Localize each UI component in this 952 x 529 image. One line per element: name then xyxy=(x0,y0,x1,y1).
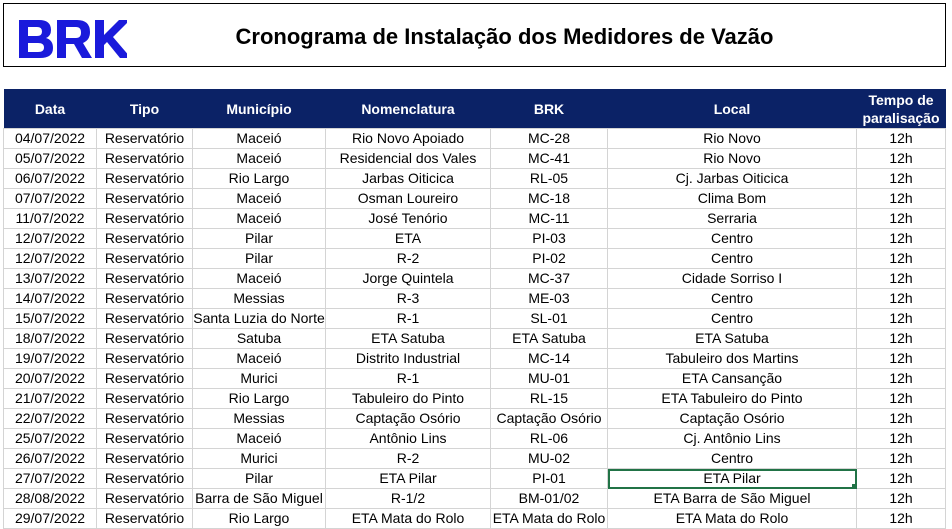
table-row xyxy=(4,489,946,509)
cell-municipio[interactable]: Maceió xyxy=(193,429,326,449)
cell-nomenclatura[interactable]: ETA Satuba xyxy=(326,329,491,349)
cell-local[interactable]: Clima Bom xyxy=(608,189,857,209)
cell-tipo[interactable]: Reservatório xyxy=(97,369,193,389)
cell-data[interactable]: 19/07/2022 xyxy=(4,349,97,369)
cell-municipio[interactable]: Pilar xyxy=(193,229,326,249)
schedule-table xyxy=(3,89,946,529)
cell-municipio[interactable]: Pilar xyxy=(193,469,326,489)
cell-nomenclatura[interactable]: ETA Mata do Rolo xyxy=(326,509,491,529)
cell-tipo[interactable]: Reservatório xyxy=(97,249,193,269)
table-row xyxy=(4,449,946,469)
table-row xyxy=(4,309,946,329)
table-row xyxy=(4,169,946,189)
cell-nomenclatura[interactable]: R-3 xyxy=(326,289,491,309)
cell-brk[interactable]: Captação Osório xyxy=(491,409,608,429)
cell-tipo[interactable]: Reservatório xyxy=(97,429,193,449)
column-header-data[interactable]: Data xyxy=(4,89,97,129)
cell-tempo[interactable]: 12h xyxy=(857,409,946,429)
cell-municipio[interactable]: Maceió xyxy=(193,149,326,169)
cell-local[interactable]: Rio Novo xyxy=(608,129,857,149)
cell-brk[interactable]: BM-01/02 xyxy=(491,489,608,509)
table-body xyxy=(4,129,946,529)
cell-data[interactable]: 26/07/2022 xyxy=(4,449,97,469)
cell-tipo[interactable]: Reservatório xyxy=(97,489,193,509)
cell-tempo[interactable]: 12h xyxy=(857,509,946,529)
table-row xyxy=(4,349,946,369)
table-row xyxy=(4,269,946,289)
cell-data[interactable]: 28/08/2022 xyxy=(4,489,97,509)
cell-tempo[interactable]: 12h xyxy=(857,229,946,249)
cell-tipo[interactable]: Reservatório xyxy=(97,149,193,169)
column-header-municipio[interactable]: Município xyxy=(193,89,326,129)
cell-data[interactable]: 15/07/2022 xyxy=(4,309,97,329)
cell-tempo[interactable]: 12h xyxy=(857,489,946,509)
cell-municipio[interactable]: Rio Largo xyxy=(193,169,326,189)
cell-data[interactable]: 11/07/2022 xyxy=(4,209,97,229)
column-header-local[interactable]: Local xyxy=(608,89,857,129)
cell-tempo[interactable]: 12h xyxy=(857,249,946,269)
cell-municipio[interactable]: Satuba xyxy=(193,329,326,349)
cell-tempo[interactable]: 12h xyxy=(857,329,946,349)
cell-tempo[interactable]: 12h xyxy=(857,189,946,209)
cell-data[interactable]: 07/07/2022 xyxy=(4,189,97,209)
cell-tipo[interactable]: Reservatório xyxy=(97,509,193,529)
cell-nomenclatura[interactable]: Distrito Industrial xyxy=(326,349,491,369)
table-row xyxy=(4,229,946,249)
cell-local[interactable]: Centro xyxy=(608,249,857,269)
cell-nomenclatura[interactable]: Osman Loureiro xyxy=(326,189,491,209)
cell-brk[interactable]: ME-03 xyxy=(491,289,608,309)
cell-municipio[interactable]: Maceió xyxy=(193,269,326,289)
cell-municipio[interactable]: Rio Largo xyxy=(193,389,326,409)
cell-nomenclatura[interactable]: Jarbas Oiticica xyxy=(326,169,491,189)
cell-municipio[interactable]: Messias xyxy=(193,289,326,309)
page-title: Cronograma de Instalação dos Medidores de Vazão xyxy=(235,24,774,49)
cell-nomenclatura[interactable]: R-2 xyxy=(326,249,491,269)
cell-tempo[interactable]: 12h xyxy=(857,429,946,449)
table-row xyxy=(4,189,946,209)
cell-municipio[interactable]: Murici xyxy=(193,449,326,469)
table-row xyxy=(4,329,946,349)
cell-tipo[interactable]: Reservatório xyxy=(97,389,193,409)
cell-municipio[interactable]: Maceió xyxy=(193,189,326,209)
table-row xyxy=(4,509,946,529)
cell-data[interactable]: 25/07/2022 xyxy=(4,429,97,449)
cell-tempo[interactable]: 12h xyxy=(857,129,946,149)
cell-local[interactable]: ETA Barra de São Miguel xyxy=(608,489,857,509)
cell-brk[interactable]: MC-37 xyxy=(491,269,608,289)
cell-local[interactable]: Centro xyxy=(608,449,857,469)
cell-data[interactable]: 20/07/2022 xyxy=(4,369,97,389)
cell-brk[interactable]: MU-02 xyxy=(491,449,608,469)
cell-brk[interactable]: PI-02 xyxy=(491,249,608,269)
cell-tipo[interactable]: Reservatório xyxy=(97,209,193,229)
cell-data[interactable]: 06/07/2022 xyxy=(4,169,97,189)
column-header-nomenclatura[interactable]: Nomenclatura xyxy=(326,89,491,129)
cell-brk[interactable]: MC-14 xyxy=(491,349,608,369)
cell-municipio[interactable]: Santa Luzia do Norte xyxy=(193,309,326,329)
cell-local[interactable]: Cj. Antônio Lins xyxy=(608,429,857,449)
cell-data[interactable]: 22/07/2022 xyxy=(4,409,97,429)
cell-tipo[interactable]: Reservatório xyxy=(97,129,193,149)
cell-tipo[interactable]: Reservatório xyxy=(97,169,193,189)
cell-municipio[interactable]: Maceió xyxy=(193,349,326,369)
cell-local[interactable]: Captação Osório xyxy=(608,409,857,429)
cell-nomenclatura[interactable]: R-2 xyxy=(326,449,491,469)
fill-handle[interactable] xyxy=(852,484,857,489)
cell-nomenclatura[interactable]: Tabuleiro do Pinto xyxy=(326,389,491,409)
cell-tipo[interactable]: Reservatório xyxy=(97,449,193,469)
cell-tipo[interactable]: Reservatório xyxy=(97,269,193,289)
table-row xyxy=(4,409,946,429)
cell-tempo[interactable]: 12h xyxy=(857,169,946,189)
cell-tipo[interactable]: Reservatório xyxy=(97,349,193,369)
selected-cell[interactable]: ETA Pilar xyxy=(608,469,857,489)
cell-brk[interactable]: RL-15 xyxy=(491,389,608,409)
cell-brk[interactable]: MC-28 xyxy=(491,129,608,149)
cell-tipo[interactable]: Reservatório xyxy=(97,289,193,309)
cell-nomenclatura[interactable]: R-1 xyxy=(326,309,491,329)
cell-tipo[interactable]: Reservatório xyxy=(97,329,193,349)
cell-tempo[interactable]: 12h xyxy=(857,449,946,469)
cell-tempo[interactable]: 12h xyxy=(857,309,946,329)
cell-tempo[interactable]: 12h xyxy=(857,349,946,369)
cell-tipo[interactable]: Reservatório xyxy=(97,229,193,249)
cell-tipo[interactable]: Reservatório xyxy=(97,309,193,329)
column-header-brk[interactable]: BRK xyxy=(491,89,608,129)
cell-local[interactable]: Cj. Jarbas Oiticica xyxy=(608,169,857,189)
cell-nomenclatura[interactable]: ETA Pilar xyxy=(326,469,491,489)
table-header-row xyxy=(4,89,946,129)
cell-data[interactable]: 27/07/2022 xyxy=(4,469,97,489)
cell-local[interactable]: Centro xyxy=(608,229,857,249)
cell-tempo[interactable]: 12h xyxy=(857,469,946,489)
cell-data[interactable]: 18/07/2022 xyxy=(4,329,97,349)
cell-data[interactable]: 29/07/2022 xyxy=(4,509,97,529)
cell-brk[interactable]: MC-41 xyxy=(491,149,608,169)
cell-tipo[interactable]: Reservatório xyxy=(97,409,193,429)
cell-nomenclatura[interactable]: Rio Novo Apoiado xyxy=(326,129,491,149)
cell-local[interactable]: ETA Mata do Rolo xyxy=(608,509,857,529)
cell-nomenclatura[interactable]: R-1/2 xyxy=(326,489,491,509)
cell-data[interactable]: 13/07/2022 xyxy=(4,269,97,289)
cell-nomenclatura[interactable]: Residencial dos Vales xyxy=(326,149,491,169)
table-row xyxy=(4,469,946,489)
cell-tempo[interactable]: 12h xyxy=(857,269,946,289)
cell-local[interactable]: Serraria xyxy=(608,209,857,229)
table-row xyxy=(4,389,946,409)
cell-tipo[interactable]: Reservatório xyxy=(97,469,193,489)
cell-tipo[interactable]: Reservatório xyxy=(97,189,193,209)
cell-nomenclatura[interactable]: Captação Osório xyxy=(326,409,491,429)
cell-nomenclatura[interactable]: Antônio Lins xyxy=(326,429,491,449)
cell-municipio[interactable]: Murici xyxy=(193,369,326,389)
cell-nomenclatura[interactable]: José Tenório xyxy=(326,209,491,229)
cell-data[interactable]: 12/07/2022 xyxy=(4,249,97,269)
cell-local[interactable]: Cidade Sorriso I xyxy=(608,269,857,289)
table-row xyxy=(4,209,946,229)
cell-nomenclatura[interactable]: Jorge Quintela xyxy=(326,269,491,289)
table-row xyxy=(4,369,946,389)
cell-municipio[interactable]: Messias xyxy=(193,409,326,429)
cell-brk[interactable]: MU-01 xyxy=(491,369,608,389)
cell-brk[interactable]: PI-03 xyxy=(491,229,608,249)
cell-local[interactable]: ETA Satuba xyxy=(608,329,857,349)
cell-local[interactable]: Rio Novo xyxy=(608,149,857,169)
cell-tempo[interactable]: 12h xyxy=(857,389,946,409)
table-row xyxy=(4,249,946,269)
column-header-tempo[interactable]: Tempo de paralisação xyxy=(857,89,946,129)
cell-brk[interactable]: SL-01 xyxy=(491,309,608,329)
cell-local[interactable]: ETA Cansanção xyxy=(608,369,857,389)
table-row xyxy=(4,129,946,149)
cell-brk[interactable]: ETA Satuba xyxy=(491,329,608,349)
cell-municipio[interactable]: Pilar xyxy=(193,249,326,269)
cell-data[interactable]: 04/07/2022 xyxy=(4,129,97,149)
cell-municipio[interactable]: Barra de São Miguel xyxy=(193,489,326,509)
cell-tempo[interactable]: 12h xyxy=(857,369,946,389)
cell-tempo[interactable]: 12h xyxy=(857,289,946,309)
cell-brk[interactable]: MC-11 xyxy=(491,209,608,229)
cell-brk[interactable]: RL-05 xyxy=(491,169,608,189)
cell-local[interactable]: Centro xyxy=(608,289,857,309)
cell-brk[interactable]: PI-01 xyxy=(491,469,608,489)
cell-brk[interactable]: RL-06 xyxy=(491,429,608,449)
cell-local[interactable]: ETA Tabuleiro do Pinto xyxy=(608,389,857,409)
table-row xyxy=(4,149,946,169)
cell-data[interactable]: 14/07/2022 xyxy=(4,289,97,309)
cell-tempo[interactable]: 12h xyxy=(857,149,946,169)
title-banner xyxy=(3,3,946,67)
cell-local[interactable]: Tabuleiro dos Martins xyxy=(608,349,857,369)
cell-municipio[interactable]: Maceió xyxy=(193,209,326,229)
cell-data[interactable]: 21/07/2022 xyxy=(4,389,97,409)
cell-brk[interactable]: MC-18 xyxy=(491,189,608,209)
cell-data[interactable]: 12/07/2022 xyxy=(4,229,97,249)
cell-municipio[interactable]: Rio Largo xyxy=(193,509,326,529)
column-header-tipo[interactable]: Tipo xyxy=(97,89,193,129)
cell-brk[interactable]: ETA Mata do Rolo xyxy=(491,509,608,529)
cell-municipio[interactable]: Maceió xyxy=(193,129,326,149)
table-row xyxy=(4,429,946,449)
table-row xyxy=(4,289,946,309)
cell-nomenclatura[interactable]: ETA xyxy=(326,229,491,249)
cell-data[interactable]: 05/07/2022 xyxy=(4,149,97,169)
cell-local[interactable]: Centro xyxy=(608,309,857,329)
cell-tempo[interactable]: 12h xyxy=(857,209,946,229)
cell-nomenclatura[interactable]: R-1 xyxy=(326,369,491,389)
